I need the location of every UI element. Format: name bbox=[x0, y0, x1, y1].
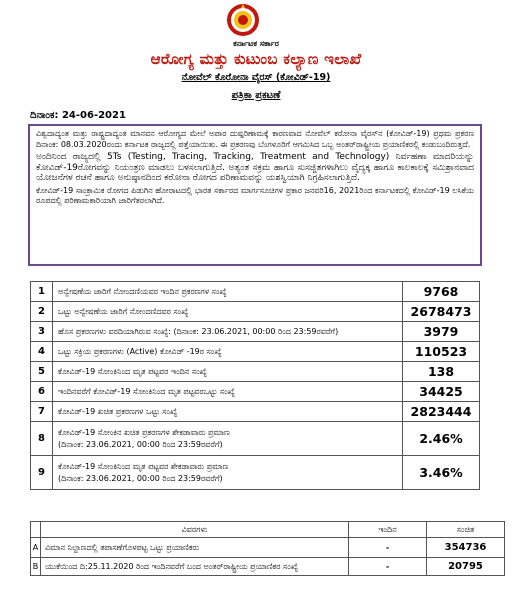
stats-table bbox=[30, 281, 480, 490]
row-total: 20795 bbox=[427, 558, 505, 576]
table-row bbox=[31, 538, 505, 558]
bulletin-text: ಪತ್ರಿಕಾ ಪ್ರಕಟಣೆ bbox=[231, 90, 281, 101]
subject-line bbox=[0, 72, 512, 83]
row-number: 9 bbox=[31, 456, 53, 490]
table-row bbox=[31, 282, 480, 302]
row-label: ಕೋವಿಡ್-19 ಸೋಂಕಿನಿಂದ ಮೃತ ಪಟ್ಟವರ ಇಂದಿನ ಸಂಖ್ಯೆ bbox=[53, 362, 403, 382]
row-number: 6 bbox=[31, 382, 53, 402]
row-value: 2678473 bbox=[403, 302, 480, 322]
table-header-row bbox=[31, 522, 505, 538]
row-number: 8 bbox=[31, 422, 53, 456]
row-letter: A bbox=[31, 538, 41, 558]
table-row bbox=[31, 422, 480, 456]
row-number: 7 bbox=[31, 402, 53, 422]
row-value: 110523 bbox=[403, 342, 480, 362]
intro-paragraph-3: ಕೋವಿಡ್-19 ಸಾಂಕ್ರಾಮಿಕ ರೋಗದ ಪಿಡುಗಿನ ಹೋರಾಟದಲ್ಲಿ ಭಾರತ ಸರ್ಕಾರದ ಮಾರ್ಗಸೂಚಿಗಳ ಪ್ರಕಾರ ಜನವರಿ16, 2021ರಿಂದ ಕರ್ನಾಟಕದಲ್ಲಿ ಕೋವಿಡ್-19 ಲಸಿಕೆಯ ರೂಪದಲ್ಲಿ ಪರಿಣಾಮಕಾರಿಯಾಗಿ ಜಾರಿಗೆತರಲಾಗಿದೆ. bbox=[36, 185, 474, 205]
row-label: ಒಟ್ಟು ಸಕ್ರಿಯ ಪ್ರಕರಣಗಳು (Active) ಕೋವಿಡ್ -19ರ ಸಂಖ್ಯೆ bbox=[53, 342, 403, 362]
row-number: 4 bbox=[31, 342, 53, 362]
table-row bbox=[31, 342, 480, 362]
row-value: 34425 bbox=[403, 382, 480, 402]
row-number: 5 bbox=[31, 362, 53, 382]
row-total: 354736 bbox=[427, 538, 505, 558]
col-header-details: ವಿವರಗಳು bbox=[41, 522, 349, 538]
department-title: ಆರೋಗ್ಯ ಮತ್ತು ಕುಟುಂಬ ಕಲ್ಯಾಣ ಇಲಾಖೆ bbox=[150, 50, 362, 68]
bulletin-title bbox=[0, 90, 512, 101]
row-label-cell bbox=[53, 422, 403, 456]
govt-label: ಕರ್ನಾಟಕ ಸರ್ಕಾರ bbox=[233, 39, 279, 48]
row-sublabel: (ದಿನಾಂಕ: 23.06.2021, 00:00 ರಿಂದ 23:59ರವರೆಗೆ) bbox=[58, 473, 223, 483]
row-value: 3979 bbox=[403, 322, 480, 342]
row-value: 9768 bbox=[403, 282, 480, 302]
intro-box bbox=[28, 124, 482, 266]
row-value: 138 bbox=[403, 362, 480, 382]
row-number: 1 bbox=[31, 282, 53, 302]
intro-paragraph-2: ಅಂದಿನಿಂದ ರಾಜ್ಯದಲ್ಲಿ 5Ts (Testing, Tracing, Tracking, Treatment and Technology) ನಿರ್ವಹಣಾ ಮಾದರಿಯನ್ನು ಕೋವಿಡ್-19ರೋಗವನ್ನು ನಿಯಂತ್ರಣ ಮಾಡಲು ಬಳಸಲಾಗುತ್ತಿದೆ. ಅತ್ಯಂತ ಸಕ್ರಮ ಹಾಗೂ ಸುಸಜ್ಜಿತಗಳಾಗಿಲು ವೈದ್ಯಕ್ಕ ಹಾಗೂ ಕಾಲಕಾಲಕ್ಕೆ ಸಮಿಶ್ರಾನವಾದ ಯೋಜನೆಗಳ ರಚನೆ ಹಾಗೂ ಅನುಷ್ಠಾನದಿಂದ ಕರೋನಾ ರೋಗದ ಪರಿಣಾಮವನ್ನು ಯಶಸ್ವಿಯಾಗಿ ನಿಗ್ರಹಿಸಲಾಗುತ್ತಿದೆ. bbox=[36, 152, 474, 183]
row-value: 2823444 bbox=[403, 402, 480, 422]
col-header-cumulative: ಸಂಚಿತ bbox=[427, 522, 505, 538]
karnataka-emblem-icon bbox=[225, 2, 261, 38]
row-value: 2.46% bbox=[403, 422, 480, 456]
row-value: 3.46% bbox=[403, 456, 480, 490]
table-row bbox=[31, 558, 505, 576]
row-label: ಕೋವಿಡ್-19 ಸೋಂಕಿನ ಖಚಿತ ಪ್ರಕರಣಗಳ ಶೇಕಡಾವಾರು ಪ್ರಮಾಣ bbox=[58, 427, 230, 437]
table-row bbox=[31, 362, 480, 382]
table-row bbox=[31, 322, 480, 342]
table-row bbox=[31, 402, 480, 422]
row-label-cell bbox=[53, 456, 403, 490]
row-number: 3 bbox=[31, 322, 53, 342]
row-label: ಒಟ್ಟು ಅನ್ವೇಷಣೆಯ ಜಾರಿಗೆ ನೋಂದಣಿದವರ ಸಂಖ್ಯೆ bbox=[53, 302, 403, 322]
row-label: ಅನ್ವೇಷಣೆಯ ಜಾರಿಗೆ ನೋಂದಣಿಯವರ ಇಂದಿನ ಪ್ರಕರಣಗಳ ಸಂಖ್ಯೆ bbox=[53, 282, 403, 302]
row-today: - bbox=[349, 558, 427, 576]
row-letter: B bbox=[31, 558, 41, 576]
row-label: ಇಂದಿನವರೆಗೆ ಕೋವಿಡ್-19 ಸೋಂಕಿನಿಂದ ಮೃತ ಪಟ್ಟವರಒಟ್ಟು ಸಂಖ್ಯೆ bbox=[53, 382, 403, 402]
bulletin-date: ದಿನಾಂಕ: 24-06-2021 bbox=[30, 110, 126, 121]
row-sublabel: (ದಿನಾಂಕ: 23.06.2021, 00:00 ರಿಂದ 23:59ರವರೆಗೆ) bbox=[58, 439, 223, 449]
intro-paragraph-1: ವಿಶ್ವದಾದ್ಯಂತ ಮತ್ತು ರಾಷ್ಟ್ರದಾದ್ಯಂತ ಮಾನವನ ಆರೋಗ್ಯದ ಮೇಲೆ ಅಪಾರ ದುಷ್ಪರಿಣಾಮಕ್ಕೆ ಕಾರಣವಾದ ನೋವೆಲ್ ಕರೋನಾ ವೈರಸ್‌ನ (ಕೋವಿಡ್-19) ಪ್ರಥಮ ಪ್ರಕರಣ ದಿನಾಂಕ: 08.03.2020ರಂದು ಕರ್ನಾಟಕ ರಾಜ್ಯದಲ್ಲಿ ಪತ್ತೆಯಾಯಿತು. ಈ ಪ್ರಕರಣವು ಬೆಂಗಳೂರಿಗೆ ಆಗಮಿಸಿದ ಒಬ್ಬ ಅಂತರ್‌ರಾಷ್ಟ್ರೀಯ ಪ್ರಯಾಣಿಕರಲ್ಲಿ ಕಂಡುಬಂದಿರುತ್ತದೆ. bbox=[36, 129, 474, 149]
table-row bbox=[31, 456, 480, 490]
row-label: ಹೊಸ ಪ್ರಕರಣಗಳು ವರದಿಯಾಗಿರುವ ಸಂಖ್ಯೆ: (ದಿನಾಂಕ: 23.06.2021, 00:00 ರಿಂದ 23:59ರವರೆಗೆ) bbox=[53, 322, 403, 342]
row-today: - bbox=[349, 538, 427, 558]
table-row bbox=[31, 382, 480, 402]
subject-text: ನೋವೆಲ್ ಕೊರೋನಾ ವೈರಸ್ (ಕೋವಿಡ್-19) bbox=[181, 72, 331, 83]
table-row bbox=[31, 302, 480, 322]
row-label: ಕೋವಿಡ್-19 ಖಚಿತ ಪ್ರಕರಣಗಳ ಒಟ್ಟು ಸಂಖ್ಯೆ bbox=[53, 402, 403, 422]
row-label: ಯುಕೆಯಿಂದ ದಿ:25.11.2020 ರಿಂದ ಇಂದಿನವರೆಗೆ ಬಂದ ಅಂತರ್‌ರಾಷ್ಟ್ರೀಯ ಪ್ರಯಾಣಿಕರ ಸಂಖ್ಯೆ bbox=[41, 558, 349, 576]
col-header-letter bbox=[31, 522, 41, 538]
row-number: 2 bbox=[31, 302, 53, 322]
travel-table bbox=[30, 521, 505, 576]
col-header-today: ಇಂದಿನ bbox=[349, 522, 427, 538]
row-label: ಕೋವಿಡ್-19 ಸೋಂಕಿನಿಂದ ಮೃತ ಪಟ್ಟವರ ಶೇಕಡಾವಾರು ಪ್ರಮಾಣ bbox=[58, 461, 229, 471]
row-label: ವಿಮಾನ ನಿಲ್ದಾಣದಲ್ಲಿ ತಪಾಸಣೆಗೊಳಪಟ್ಟ ಒಟ್ಟು ಪ್ರಯಾಣಿಕರು bbox=[41, 538, 349, 558]
